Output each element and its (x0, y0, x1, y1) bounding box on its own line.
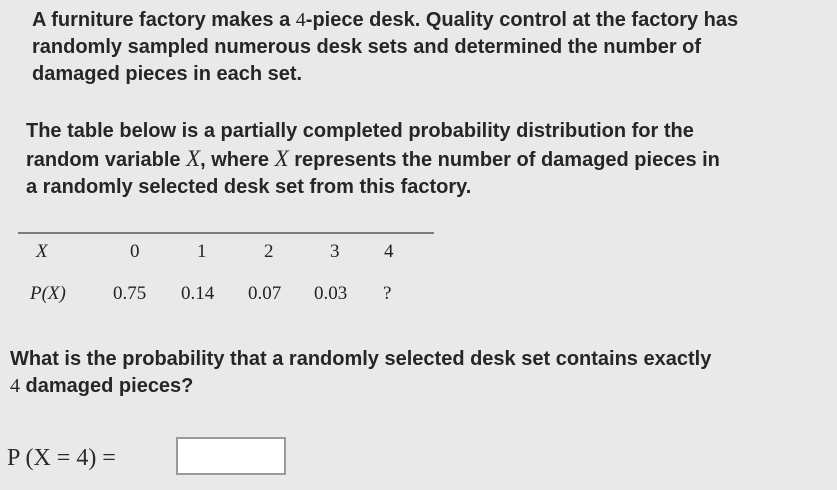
description-line-2-end: represents the number of damaged pieces in (288, 149, 720, 171)
answer-label: P (X = 4) = (7, 445, 116, 471)
table-x-value: 0 (130, 241, 140, 262)
question-line-1: What is the probability that a randomly selected desk set contains exactly (10, 348, 712, 370)
intro-line-1 (32, 7, 822, 34)
description-line-2 (26, 145, 826, 174)
description-line-2-mid: , where (200, 149, 275, 171)
question-paragraph (10, 346, 830, 400)
intro-line-1-end: -piece desk. Quality control at the factory has (305, 9, 739, 31)
description-line-3: a randomly selected desk set from this factory. (26, 176, 472, 198)
question-line-2 (10, 373, 830, 400)
table-header-x: X (36, 241, 48, 262)
intro-paragraph (32, 7, 822, 88)
answer-input[interactable] (176, 437, 286, 475)
table-x-value: 4 (384, 241, 394, 262)
table-header-px: P(X) (30, 283, 66, 304)
random-variable: X (186, 146, 201, 171)
table-p-value: 0.07 (248, 283, 282, 304)
intro-line-2: randomly sampled numerous desk sets and determined the number of (32, 36, 702, 58)
table-top-rule (18, 232, 434, 234)
table-x-value: 1 (197, 241, 207, 262)
question-piece-count: 4 (10, 375, 20, 397)
question-line-2-end: damaged pieces? (20, 375, 194, 397)
table-p-value: 0.75 (113, 283, 147, 304)
description-line-1: The table below is a partially completed probability distribution for the (26, 120, 694, 142)
description-line-2-start: random variable (26, 149, 187, 171)
intro-line-3: damaged pieces in each set. (32, 63, 303, 85)
table-x-value: 2 (264, 241, 274, 262)
intro-line-1-start: A furniture factory makes a (32, 9, 296, 31)
piece-count: 4 (295, 9, 306, 31)
description-paragraph (26, 118, 826, 201)
random-variable: X (274, 146, 289, 171)
table-x-value: 3 (330, 241, 340, 262)
table-p-value: 0.03 (314, 283, 348, 304)
table-p-value: 0.14 (181, 283, 215, 304)
table-p-value-unknown: ? (383, 283, 392, 304)
